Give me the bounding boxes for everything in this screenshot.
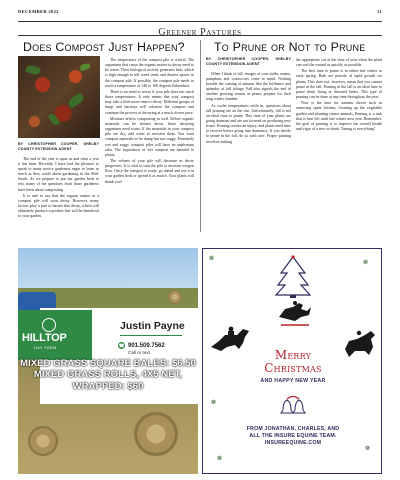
paragraph: It is safe to say that the organic matter in a compost pile will soon decay. However, many factors play a part to hasten that decay, which will ultimately produce a product that will be beneficial to your garden. <box>18 192 99 219</box>
bells-icon <box>279 394 307 418</box>
phone-icon: ☎ <box>118 343 125 348</box>
offer-line: MIXED GRASS SQUARE BALES: $6.50 <box>20 358 196 369</box>
contact-name: Justin Payne <box>120 320 185 332</box>
logo-name: HILLTOP <box>22 332 67 344</box>
holly-icon: ❁ <box>365 446 371 452</box>
hilltop-logo <box>18 310 92 360</box>
compost-photo <box>18 56 100 138</box>
logo-emblem-icon <box>42 318 56 332</box>
holly-icon: ❁ <box>217 456 223 462</box>
holly-icon: ❁ <box>363 260 369 266</box>
paragraph: The temperature of the compost pile is critical. The organisms that cause the organic matter to decay need to be warm. Their biological activity generates heat, which is high enough to kill weed seeds and disease spores in the compost pile. If possible, the compost pile needs to reach a temperature of 140 to 160 degrees Fahrenheit. <box>105 57 194 88</box>
title-line: Christmas <box>264 361 322 375</box>
column-divider <box>200 40 201 232</box>
hilltop-hay-ad <box>18 248 198 474</box>
left-article-col1 <box>18 142 99 219</box>
hay-bale <box>168 290 182 304</box>
christmas-tree-icon <box>275 255 311 299</box>
right-article-col1 <box>206 57 291 145</box>
price-offer <box>18 358 198 392</box>
page-header <box>18 9 382 19</box>
section-banner-title: Greener Pastures <box>158 27 242 38</box>
right-article-col2 <box>296 57 382 132</box>
sender-line: ALL THE INSURE EQUINE TEAM. <box>249 433 337 440</box>
left-article-col2 <box>105 57 194 185</box>
sender-line: FROM JONATHAN, CHARLES, AND <box>246 426 340 432</box>
issue-date: DECEMBER 2022 <box>18 9 59 14</box>
phone-row <box>118 342 165 349</box>
sender-website: INSUREEQUINE.COM <box>264 440 322 447</box>
paragraph: There is no need to worry if your pile does not reach those temperatures. It only means that your compost may take a little more time to decay. Different groups of fungi and bacteria will colonize the compost and continue the process of decaying at a much slower pace. <box>105 88 194 115</box>
greeting-subtitle: AND HAPPY NEW YEAR <box>260 378 326 384</box>
paragraph: The best time to prune is in either late winter or early spring. Both are periods of rapid growth for plants. This does not, however, mean that you cannot prune in the fall. Pruning in the fall is an ideal time to prune dead, dying or diseased limbs. This type of pruning can be done at any time throughout the year. <box>296 68 382 100</box>
offer-line: MIXED GRASS ROLLS, 4X5 NET, <box>33 369 183 381</box>
hay-bale <box>28 426 58 456</box>
paragraph: the appropriate cut at the time of year when the plant can seal the wound as quickly as possible. <box>296 57 382 68</box>
greeting-title <box>203 349 382 375</box>
title-line: Merry <box>274 348 312 362</box>
right-article-headline: To Prune or Not to Prune <box>214 40 366 54</box>
paragraph: The volume of your pile will decrease as decay progresses. It is vital to turn the pile to increase oxygen flow. Once the compost is ready, go ahead and use it in your garden beds or spread it as mulch. Your plants will thank you! <box>105 157 194 184</box>
phone-number: 901.509.7562 <box>128 342 165 349</box>
show-jumper-icon <box>275 299 313 327</box>
left-article-headline: Does Compost Just Happen? <box>23 40 185 54</box>
holly-icon: ❁ <box>209 256 215 262</box>
left-article-byline: BY CHRISTOPHER COOPER, SHELBY COUNTY EXTENSION AGENT <box>18 142 99 151</box>
name-rule <box>120 335 182 336</box>
hay-bale <box>134 412 178 456</box>
right-article-byline: BY CHRISTOPHER COOPER, SHELBY COUNTY EXTENSION AGENT <box>206 57 291 66</box>
section-banner <box>18 21 382 36</box>
paragraph: As cooler temperatures settle in, questions about fall pruning are on the rise. Unfortunately, fall is not an ideal time to prune. This time of year plants are going dormant and are not focused on producing new tissue. Pruning creates an injury, and plants need time to recover before going into dormancy. If you decide to prune in the fall, do so with care. Proper pruning involves making <box>206 102 291 144</box>
paragraph: When I think of fall, images of corn stalks, mums, pumpkins and scarecrows come to mind. Nothing heralds the coming of autumn like the brilliance and splendor of fall foliage. Fall also signals the end of another growing season as plants prepare for their long winter slumber. <box>206 70 291 102</box>
call-note: Call or text <box>128 350 150 355</box>
christmas-ad <box>202 248 382 474</box>
paragraph: The end of the year is upon us and what a year it has been. Recently, I have had the pleasure to speak to many novice gardeners eager to learn as much as they could about gardening in the Mid-South. As we prepare to put our garden beds to rest, many of the questions from those gardeners have been about composting. <box>18 155 99 192</box>
offer-line: WRAPPED: $60 <box>72 380 144 392</box>
paragraph: Now is the time for autumn chores such as removing spent blooms, cleaning up the vegetable garden and planting winter annuals. Pruning is a task that is best left until late winter next year. Remember, the goal of pruning is to improve the overall health and vigor of a tree or shrub. Timing is everything! <box>296 100 382 132</box>
sender-message <box>203 426 382 448</box>
holly-icon: ❁ <box>211 400 217 406</box>
page-number: 11 <box>377 9 382 14</box>
paragraph: Moisture affects composting as well. Before organic materials can be broken down, those decaying organisms need water. If the materials in your compost pile are dry, add water to moisten them. You want compost materials to be damp but not soggy. Extremely wet and soggy compost piles will have an unpleasant odor. The byproducts of wet compost are harmful to plants. <box>105 115 194 157</box>
logo-subtitle: HAY FARM <box>34 346 57 350</box>
